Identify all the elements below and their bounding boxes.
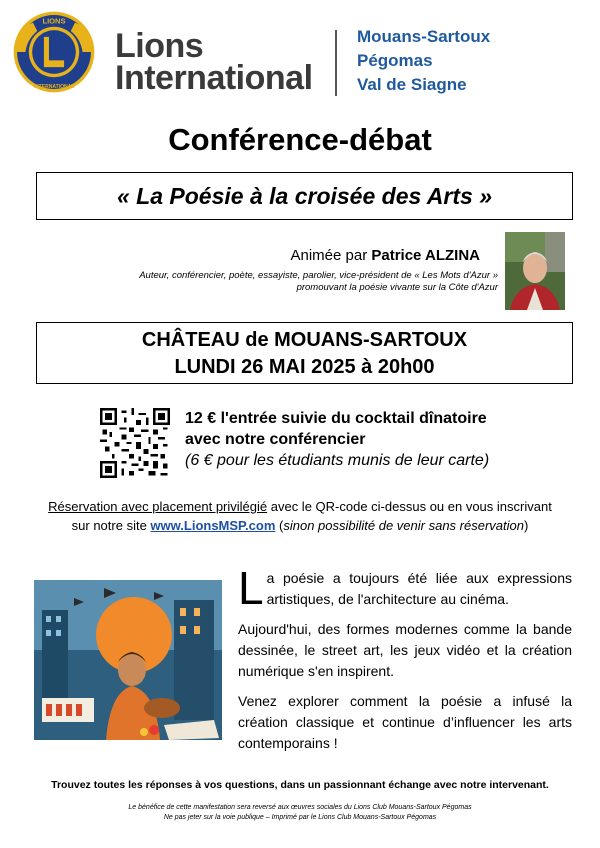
paragraph-1-text: a poésie a toujours été liée aux expressions artistiques, de l'architecture au cinéma. — [266, 570, 572, 607]
reservation-text3: ( — [275, 518, 284, 533]
venue-name: CHÂTEAU de MOUANS-SARTOUX — [141, 329, 468, 351]
brand-name — [115, 27, 335, 97]
paragraph-3: Venez explorer comment la poésie a infusé la création classique et continue d’influencer les arts contemporains ! — [238, 693, 572, 751]
venue-box — [36, 322, 573, 384]
footer-note1: Le bénéfice de cette manifestation sera reversé aux œuvres sociales du Lions Club Mouans-Sartoux Pégomas — [128, 804, 472, 811]
event-subtitle: « La Poésie à la croisée des Arts » — [36, 172, 573, 220]
dropcap-letter: L — [238, 562, 264, 614]
article-text — [238, 562, 572, 763]
reservation-note: sinon possibilité de venir sans réservation — [283, 518, 524, 533]
reservation-text4: ) — [523, 518, 529, 533]
footer-notes — [0, 803, 600, 823]
brand-line2: International — [115, 59, 313, 97]
footer-tagline: Trouvez toutes les réponses à vos questions, dans un passionnant échange avec notre intervenant. — [51, 779, 549, 791]
pricing-block — [185, 408, 575, 471]
event-type-title: Conférence-débat — [168, 122, 432, 157]
reservation-info — [30, 497, 570, 535]
host-line — [140, 247, 480, 264]
event-date: LUNDI 26 MAI 2025 à 20h00 — [174, 356, 435, 378]
club-name — [357, 25, 587, 97]
club-line1: Mouans-Sartoux — [357, 27, 491, 46]
host-prefix: Animée par — [290, 247, 372, 264]
price-line1: 12 € l'entrée suivie du cocktail dînatoire — [185, 410, 487, 427]
header-divider — [335, 30, 337, 96]
reservation-highlight: Réservation avec placement privilégié — [48, 499, 268, 514]
price-note: (6 € pour les étudiants munis de leur carte) — [185, 452, 490, 469]
host-name: Patrice ALZINA — [371, 247, 480, 264]
poetry-art-illustration — [34, 580, 222, 740]
lions-logo — [12, 10, 96, 94]
qr-code[interactable] — [100, 408, 170, 478]
brand-line1: Lions — [115, 27, 204, 65]
paragraph-1 — [238, 562, 572, 614]
host-desc-line2: promouvant la poésie vivante sur la Côte d'Azur — [296, 282, 498, 293]
paragraph-2: Aujourd'hui, des formes modernes comme la bande dessinée, le street art, les jeux vidéo et la création numérique s'en inspirent. — [238, 621, 572, 679]
host-description — [90, 270, 498, 294]
logo-text-top: LIONS — [42, 16, 66, 26]
website-link[interactable]: www.LionsMSP.com — [150, 518, 276, 533]
club-line3: Val de Siagne — [357, 75, 467, 94]
reservation-text1: avec le QR-code ci-dessus ou en vous inscrivant — [267, 499, 552, 514]
reservation-text2: sur notre site — [71, 518, 151, 533]
club-line2: Pégomas — [357, 51, 433, 70]
speaker-photo — [505, 232, 565, 310]
host-desc-line1: Auteur, conférencier, poète, essayiste, parolier, vice-président de « Les Mots d'Azur » — [139, 270, 498, 281]
price-line2: avec notre conférencier — [185, 431, 366, 448]
footer-note2: Ne pas jeter sur la voie publique – Imprimé par le Lions Club Mouans-Sartoux Pégomas — [163, 814, 437, 821]
logo-text-bottom: INTERNATIONAL — [33, 84, 75, 91]
